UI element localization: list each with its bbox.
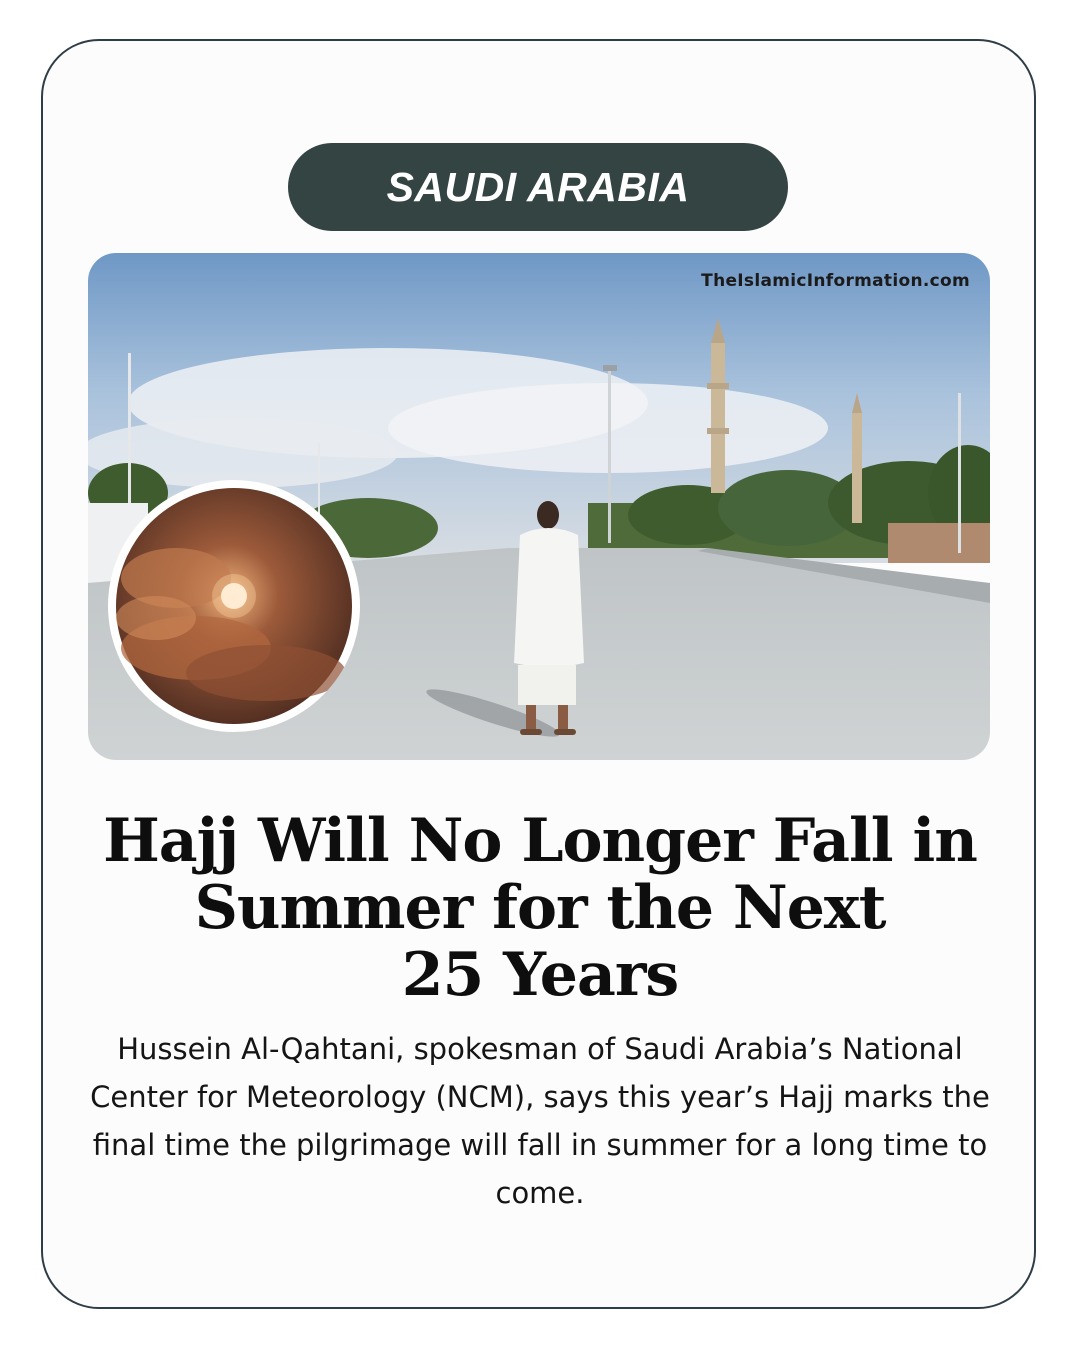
category-badge: SAUDI ARABIA — [288, 143, 788, 231]
watermark: TheIslamicInformation.com — [701, 271, 970, 291]
headline — [60, 808, 1020, 1009]
summary-text: Hussein Al-Qahtani, spokesman of Saudi Arabia’s National Center for Meteorology (NCM), says this year’s Hajj marks the final time the pilgrimage will fall in summer for a long time to come. — [90, 1032, 990, 1210]
headline-line-3: 25 Years — [401, 940, 679, 1010]
sun-clouds-illustration — [116, 488, 352, 724]
headline-line-1: Hajj Will No Longer Fall in — [103, 806, 977, 876]
inset-image — [108, 480, 360, 732]
headline-line-2: Summer for the Next — [194, 873, 886, 943]
